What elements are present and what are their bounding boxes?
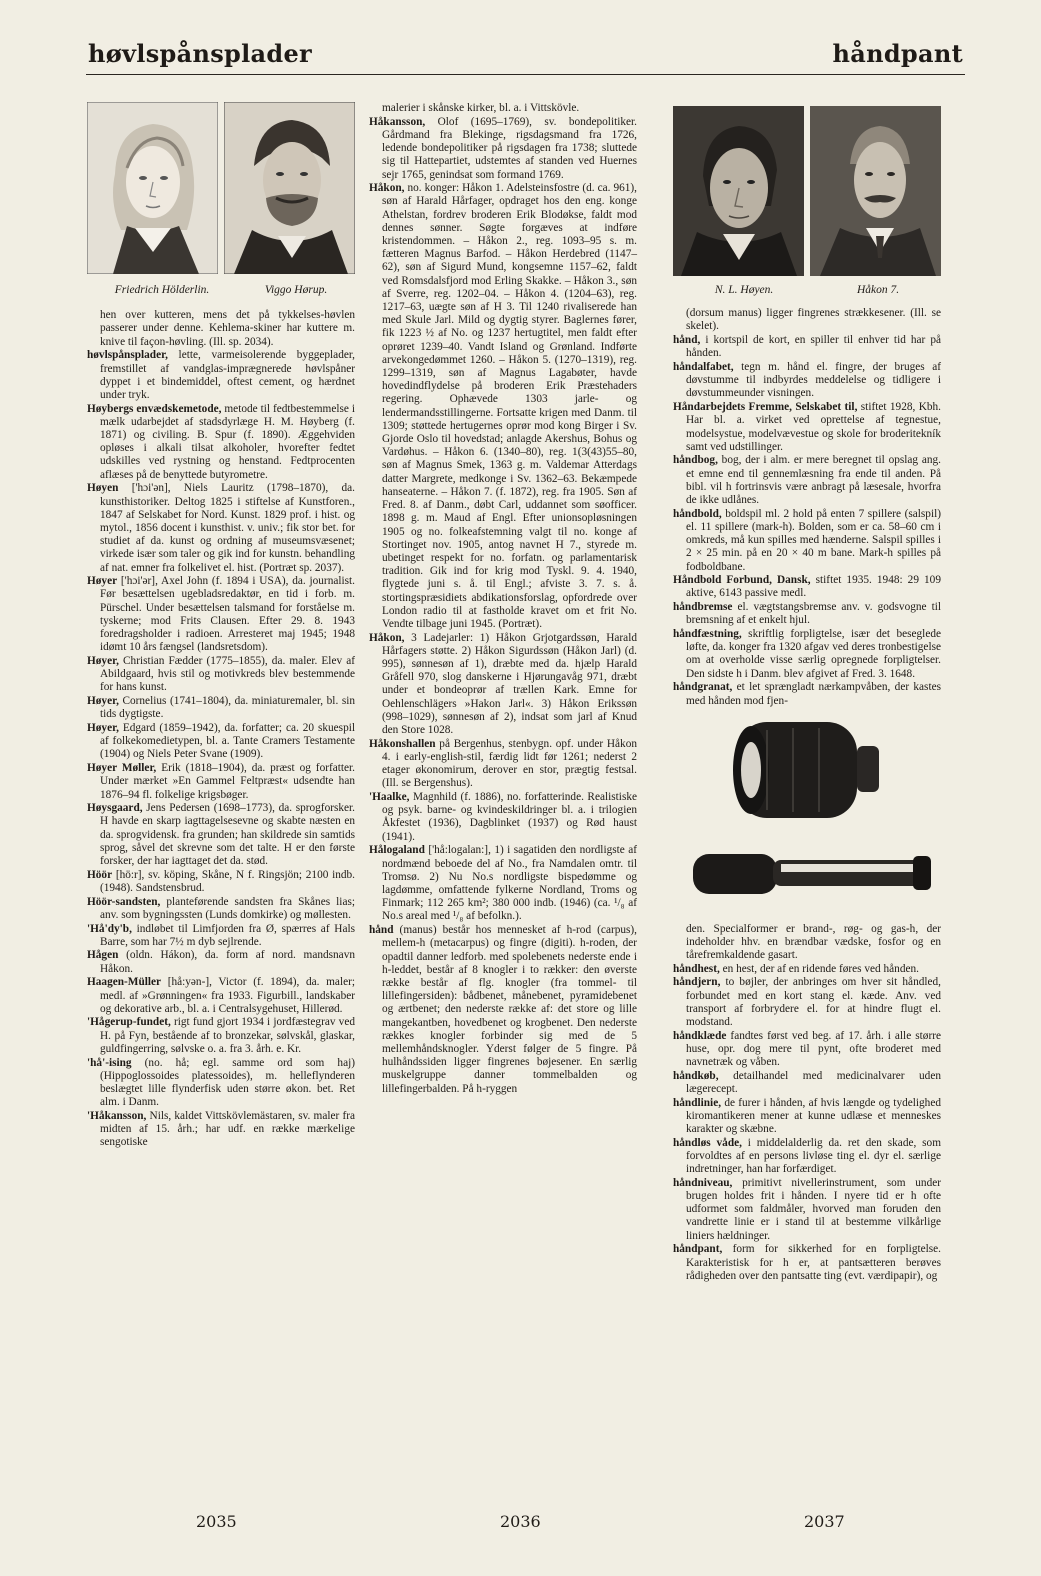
entry-text: i middelalderlig da. ret den skade, som forvoldtes af en persons livløse ting el. dyr el. særlige indretninger, han har forfærdiget.: [686, 1136, 941, 1176]
entry-headword: Håndarbejdets Fremme, Selskabet til,: [673, 401, 858, 414]
entry-text: tegn m. hånd el. fingre, der bruges af døvstumme til indbyrdes meddelelse og tidligere i døvstummeunder visningen.: [686, 361, 941, 400]
entry-headword: håndniveau,: [673, 1176, 733, 1189]
dictionary-entry: [369, 632, 637, 738]
entry-text: bog, der i alm. er mere beregnet til opslag ang. et emne end til gennemlæsning fra ende til anden. På bibl. vil h fortrinsvis være anbragt på læsesale, hvorfra de ikke udlånes.: [686, 454, 941, 507]
entry-text: de furer i hånden, af hvis længde og tydelighed kiromantikeren mener at kunne udlæse et menneskes karakter og skæbne.: [686, 1096, 941, 1136]
entry-text: no. konger: Håkon 1. Adelsteinsfostre (d. ca. 961), søn af Harald Hårfager, opdraget hos den eng. konge Athelstan, fordrev broderen Erik Blodøkse, faldt mod dennes sønner. Søgte forgæves at indføre kristendommen. – Håkon 2., reg. 1093–95 s. m. fætteren Magnus Barfod. – Håkon Herdebred (1147–62), søn af Sigurd Mund, kongsemne 1157–62, faldt ved Romsdalsfjord mod Erling Skakke. – Håkon 3., søn af Sverre, reg. 1202–04. – Håkon 4. (1204–63), reg. 1217–63, uægte søn af H 3. Til 1240 rivaliserede han med Skule Jarl. Mild og dygtig styrer. Baglernes fører, fik 1223 ½ af No. og 1237 hertugtitel, men faldt efter oprøret 1239–40. Vandt Island og Grønland. Indførte arvekongedømmet 1260. – Håkon 5. (1270–1319), reg. 1299–1319, søn af Magnus Lagabøter, havde hovedindflydelse på broderen Erik Præstehaders regering. Ophævede 1303 jarle- og lendermandsstillingerne. Fortsatte krigen med Danm. til 1309; støttede hertugernes oprør mod kong Birger i Sv. Gjorde Oslo til hovedstad; anlagde Akershus, Bohus og Vardøhus. – Håkon 6. (1340–80), reg. 1(3(43)55–80, søn af Magnus Smek, 1363 g. m. Valdemar Atterdags datter Margrete, medkonge i Sv. 1362–63. Bekæmpede hanseaterne. – Håkon 7. (f. 1872), reg. fra 1905. Søn af Fred. 8. af Danm., døbt Carl, uddannet som søofficer. 1898 g. m. Maud af Engl. Efter unionsopløsningen 1905 og no. folkeafstemning valgt til no. konge af Stortinget nov. 1905, antog navnet H 7., styrede m. ubetinget respekt for no. forfatn. og parlamentarisk tradition. Gik ind for krig mod Tyskl. 9. 4. 1940, flygtede juni s. å. til Engl.; afviste 3. 7. s. å. stortingspræsidiets abdikationsforslag, opfordrede over London radio til at fastholde kravet om et frit No. Vendte tilbage juni 1945. (Portræt).: [382, 182, 637, 630]
entry-headword: hånd,: [673, 334, 701, 347]
portrait-pair-left: [87, 102, 355, 274]
caption-horup: Viggo Hørup.: [264, 284, 328, 296]
dictionary-entry: [673, 1137, 941, 1177]
entry-headword: Håkon,: [369, 182, 405, 195]
portrait-captions-right: [673, 284, 941, 297]
entry-headword: Håkon,: [369, 631, 405, 644]
holderlin-portrait: [87, 102, 218, 274]
dictionary-entry: [87, 722, 355, 762]
dictionary-entry: [673, 1070, 941, 1096]
entry-text: rigt fund gjort 1934 i jordfæstegrav ved H. på Fyn, bestående af to bronzekar, sølvskål, glaskar, guldfingerring, sølvske o. a. fra 3. årh. e. Kr.: [100, 1016, 355, 1055]
entry-headword: Haagen-Müller: [87, 976, 162, 989]
entry-headword: håndbog,: [673, 454, 718, 467]
entry-text: Olof (1695–1769), sv. bondepolitiker. Gårdmand fra Blekinge, rigsdagsmand fra 1726, ledende bondepolitiker på rigsdagen fra 1738; sluttede sig til Hattepartiet, udstemtes af standen ved Huernes sejr 1765, genindsat som formand 1769.: [382, 115, 637, 181]
dictionary-entry: [87, 802, 355, 868]
entry-headword: Höör-sandsten,: [87, 895, 161, 908]
entries-column-3: [673, 307, 941, 708]
column-left: [87, 102, 355, 1150]
entry-text: Nils, kaldet Vittskövlemästaren, sv. maler fra midten af 15. årh.; har udf. en række mærkelige sengotiske: [100, 1109, 355, 1149]
entry-headword: håndgranat,: [673, 681, 733, 694]
dictionary-entry: [87, 575, 355, 654]
entry-headword: Höör: [87, 868, 113, 881]
entry-text: ['hɔi'ər], Axel John (f. 1894 i USA), da. journalist. Før besættelsen ugebladsredaktør, en tid i forb. m. Pürschel. Under besættelsen talsmand for forståelse m. tyskerne; mod Frits Clausen. Efter 29. 8. 1943 foredragsholder i radioen. Arresteret maj 1945; 1948 idømt 10 års fængsel (landsretsdom).: [100, 575, 355, 654]
entry-headword: Høyer Møller,: [87, 762, 157, 775]
dictionary-entry: [87, 1057, 355, 1110]
dictionary-entry: [673, 923, 941, 963]
dictionary-entry: [673, 401, 941, 454]
dictionary-entry: [87, 403, 355, 482]
page-number-right: 2037: [804, 1512, 845, 1531]
page-number-middle: 2036: [500, 1512, 541, 1531]
dictionary-entry: [673, 574, 941, 600]
entry-headword: Hågen: [87, 949, 119, 962]
dictionary-entry: [673, 1030, 941, 1070]
entry-text: detailhandel med medicinalvarer uden lægerecept.: [686, 1069, 941, 1095]
dictionary-entry: [87, 1110, 355, 1150]
entry-headword: Høyer,: [87, 654, 119, 667]
entry-text: Jens Pedersen (1698–1773), da. sprogforsker. H havde en skarp iagttagelsesevne og skabte næsten en da. sprogvidensk. fra grunden; han skildrede sin samtids sprog, såvel det skrevne som det talte. H er den første forsker, der har iagttaget det da. stød.: [100, 802, 355, 868]
entry-text: en hest, der af en ridende føres ved hånden.: [719, 962, 919, 975]
dictionary-entry: [87, 976, 355, 1016]
entry-text: metode til fedtbestemmelse i mælk udarbejdet af stadsdyrlæge H. M. Høyberg (f. 1871) og civiling. B. Spur (f. 1890). Æggehviden opløses i alkali tilsat alkoholer, hvorefter fedtet udskilles ved rystning og henstand. Fedtprocenten aflæses på de benyttede butyrometre.: [100, 402, 355, 481]
entry-headword: håndhest,: [673, 962, 720, 975]
dictionary-entry: [369, 844, 637, 923]
entry-text: form for sikkerhed for en forpligtelse. Karakteristisk for h er, at pantsætteren berøves rådigheden over den pantsatte ting (evt. værdipapir), og: [686, 1243, 941, 1282]
entry-headword: Høyer,: [87, 722, 119, 734]
page-number-left: 2035: [196, 1512, 237, 1531]
entry-headword: håndjern,: [673, 976, 721, 989]
dictionary-entry: [87, 655, 355, 695]
entry-text: to bøjler, der anbringes om hver sit håndled, forbundet med en kort stang el. kæde. Anv. ved transport af forbrydere el. for at hindre flugt el. modstand.: [686, 976, 941, 1028]
dictionary-entry: [673, 681, 941, 707]
dictionary-entry: [369, 102, 637, 115]
entry-headword: høvlspånsplader,: [87, 349, 168, 362]
dictionary-entry: [87, 949, 355, 975]
portrait-captions-left: [87, 284, 355, 297]
dictionary-entry: [673, 963, 941, 976]
entry-headword: Hålogaland: [369, 844, 425, 857]
entry-text: stiftet 1935. 1948: 29 109 aktive, 6143 passive medl.: [686, 574, 941, 600]
entry-headword: Høyen: [87, 482, 119, 495]
dictionary-entry: [673, 976, 941, 1029]
dictionary-entry: [369, 116, 637, 182]
entry-headword: Høyer,: [87, 695, 119, 708]
dictionary-entry: [673, 334, 941, 360]
dictionary-entry: [87, 482, 355, 574]
dictionary-entry: [87, 1016, 355, 1056]
column-middle: [369, 102, 637, 1096]
dictionary-entry: [87, 309, 355, 349]
entry-headword: håndalfabet,: [673, 361, 734, 374]
entry-text: malerier i skånske kirker, bl. a. i Vittskövle.: [382, 102, 580, 114]
entry-text: (manus) består hos mennesket af h-rod (carpus), mellem-h (metacarpus) og fingre (digiti). h-roden, der opadtil danner ledforb. med spolebenets nederste ende i h-leddet, består af 8 knogler i to rækker: den øverste række består af flg. knogler (fra tommel- til lillefingersiden): bådbenet, månebenet, pyramidebenet og ærtbenet; den nederste række af: det store og lille mangekantben, hovedbenet og krogbenet. Den nederste rækkes knogler forbinder sig med de 5 mellemhåndsknogler. Yderst følger de 5 fingre. På hulhåndssiden ligger fingrenes bøjesener. En særlig muskelgruppe danner tommelbalden og lillefingerbalden. På h-ryggen: [382, 924, 637, 1095]
dictionary-entry: [87, 349, 355, 402]
entry-headword: håndpant,: [673, 1243, 723, 1256]
entry-text: Edgard (1859–1942), da. forfatter; ca. 20 skuespil af folkekomedietypen, bl. a. Tante Cramers Testamente (1904) og Niels Peter Svane (1909).: [100, 722, 355, 761]
page-header: [86, 38, 965, 75]
entry-text: skriftlig forpligtelse, især det beseglede løfte, da. konger fra 1320 afgav ved deres tronbestigelse om at overholde visse særlig opregnede forpligtelser. Den sidste h i Danm. blev afgivet af Fred. 3. 1648.: [686, 628, 941, 680]
caption-holderlin: Friedrich Hölderlin.: [114, 284, 210, 296]
dictionary-entry: [673, 454, 941, 507]
hakon7-portrait: [810, 106, 941, 276]
dictionary-entry: [673, 628, 941, 681]
entries-column-1: [87, 309, 355, 1149]
dictionary-entry: [87, 896, 355, 922]
entry-headword: håndklæde: [673, 1029, 727, 1042]
header-left-word: høvlspånsplader: [88, 39, 312, 68]
entry-text: (oldn. Hákon), da. form af nord. mandsnavn Håkon.: [100, 949, 355, 975]
caption-hoyen: N. L. Høyen.: [714, 284, 774, 296]
entry-headword: håndfæstning,: [673, 628, 742, 641]
entry-text: Erik (1818–1904), da. præst og forfatter. Under mærket »En Gammel Feltpræst« udsendte han 1876–94 fl. folkelige krigsbøger.: [100, 762, 356, 801]
dictionary-entry: [369, 738, 637, 791]
portrait-pair-right: [673, 106, 941, 276]
entry-headword: 'hå'-ising: [87, 1056, 132, 1069]
hoyen-portrait: [673, 106, 804, 276]
entry-text: planteførende sandsten fra Skånes lias; anv. som bygningssten (Lunds domkirke) og møllesten.: [100, 895, 355, 921]
entry-text: [hö:r], sv. köping, Skåne, N f. Ringsjön; 2100 indb. (1948). Sandstensbrud.: [100, 868, 355, 894]
entry-headword: håndlinie,: [673, 1096, 722, 1109]
entry-text: den. Specialformer er brand-, røg- og gas-h, der indeholder hhv. en brændbar vædske, fosfor og en tårefremkaldende gasart.: [686, 922, 941, 961]
entry-text: hen over kutteren, mens det på tykkelses-høvlen passerer under denne. Kehlema-skiner har kuttere m. knive til façon-høvling. (Ill. sp. 2034).: [100, 309, 355, 348]
entry-headword: 'Hå'dy'b,: [87, 922, 132, 935]
entry-text: stiftet 1928, Kbh. Har bl. a. virket ved oprettelse af tegnestue, modelsystue, modelvævestue og skole for broderitekník samt ved udstillinger.: [686, 401, 941, 453]
column-right: [673, 102, 941, 1283]
dictionary-entry: [673, 307, 941, 333]
header-right-word: håndpant: [832, 39, 963, 68]
entry-headword: Håkansson,: [369, 115, 426, 128]
horup-portrait: [224, 102, 355, 274]
caption-hakon7: Håkon 7.: [856, 284, 900, 296]
entry-text: boldspil ml. 2 hold på enten 7 spillere (salspil) el. 11 spillere (mark-h). Bolden, som er ca. 58–60 cm i omkreds, må kun spilles med hænderne. Salspil spilles i 2 × 25 min. på en 20 × 40 m bane. Mark-h spilles på fodboldbane.: [686, 507, 941, 573]
entry-headword: Håndbold Forbund, Dansk,: [673, 574, 811, 587]
entry-text: på Bergenhus, stenbygn. opf. under Håkon 4. i early-english-stil, færdig lidt før 1261; nederst 2 etager økonomirum, derover en stor, prægtig festsal. (Ill. se Bergenshus).: [382, 737, 637, 790]
hand-grenade-illustration: [673, 710, 941, 910]
entry-headword: hånd: [369, 924, 394, 937]
entry-headword: håndbold,: [673, 507, 722, 520]
entry-headword: 'Hågerup-fundet,: [87, 1016, 171, 1029]
entry-headword: Høybergs envædskemetode,: [87, 402, 222, 415]
dictionary-entry: [87, 762, 355, 802]
dictionary-entry: [87, 869, 355, 895]
entry-headword: Høysgaard,: [87, 802, 143, 815]
entry-text: 3 Ladejarler: 1) Håkon Grjotgardssøn, Harald Hårfagers støtte. 2) Håkon Sigurdssøn (Håkon Jarl) (d. 995), sønnesøn af 1), dræbte med da. hjælp Harald Gråfell 970, slog danskerne i Hjørungavåg 971, dræbt under et bondeoprør af trællen Kark. Emne for Oehlenschlägers »Hakon Jarl«. 3) Håkon Erikssøn (998–1029), sønnesøn af 2), indsat som jarl af Knud den Store 1028.: [382, 631, 637, 737]
entry-headword: håndkøb,: [673, 1069, 719, 1082]
dictionary-entry: [673, 361, 941, 401]
entry-text: Cornelius (1741–1804), da. miniaturemaler, bl. sin tids dygtigste.: [100, 695, 355, 721]
entry-text: et let sprængladt nærkampvåben, der kastes med hånden mod fjen-: [686, 681, 941, 707]
dictionary-entry: [673, 1177, 941, 1243]
entry-headword: 'Haalke,: [369, 791, 410, 804]
entry-headword: 'Håkansson,: [87, 1109, 147, 1122]
entry-text: i kortspil de kort, en spiller til enhver tid har på hånden.: [686, 334, 941, 360]
entry-text: Magnhild (f. 1886), no. forfatterinde. Realistiske og psyk. barne- og kvindeskildringer bl. a. i trilogien Åkfestet (1936), Dagblinket (1937) og Rød haust (1941).: [382, 791, 637, 843]
entry-headword: Håkonshallen: [369, 737, 436, 750]
entry-text: lette, varmeisolerende byggeplader, fremstillet af vandglas-imprægnerede høvlspåner dyppet i et bindemiddel, oftest cement, og hærdnet under tryk.: [100, 349, 355, 401]
entry-text: [hå:yən-], Victor (f. 1894), da. maler; medl. af »Grønningen« fra 1933. Figurbill., landskaber og dekorative arb., bl. a. i Centralsygehuset, Hillerød.: [100, 976, 355, 1015]
dictionary-entry: [673, 1243, 941, 1283]
entry-headword: Høyer: [87, 575, 118, 588]
dictionary-entry: [87, 923, 355, 949]
entry-text: Christian Fædder (1775–1855), da. maler. Elev af Abildgaard, hvis stil og motivkreds blev bestemmende for hans kunst.: [100, 654, 355, 694]
entry-text: ['hɔi'ən], Niels Lauritz (1798–1870), da. kunsthistoriker. Deltog 1825 i stiftelse af Kunstforen., 1847 af Selskabet for Nord. Kunst. 1829 prof. i hist. og mytol., 1856 docent i kunsthist. v. univ.; fik stor bet. for studiet af da. kunst og ordning af museumsvæsenet; virkede især som taler og gik ind for kunstn. behandling af nat. emner fra folkelivet el. hist. (Portræt sp. 2037).: [100, 482, 355, 574]
entry-text: (dorsum manus) ligger fingrenes strækkesener. (Ill. se skelet).: [686, 307, 941, 333]
dictionary-entry: [87, 695, 355, 721]
dictionary-entry: [673, 1097, 941, 1137]
entry-headword: håndløs våde,: [673, 1136, 742, 1149]
dictionary-entry: [673, 508, 941, 574]
entry-text: (no. hå; egl. samme ord som haj) (Hippoglossoides platessoides), m. helleflynderen beslægtet lille flynderfisk uden større økon. bet. Ret alm. i Danm.: [100, 1056, 355, 1109]
dictionary-entry: [369, 924, 637, 1096]
entries-column-3-continued: [673, 923, 941, 1283]
entry-text: primitivt nivellerinstrument, som under brugen holdes frit i hånden. I nyere tid er h ofte udformet som faldmåler, hvorved man foruden den vandrette linie er i stand til at bestemme vilkårlige liniers hældninger.: [686, 1176, 941, 1242]
entries-column-2: [369, 102, 637, 1096]
dictionary-entry: [369, 182, 637, 631]
entry-text: indløbet til Limfjorden fra Ø, spærres af Hals Barre, som har 7½ m dyb sejlrende.: [100, 922, 355, 948]
dictionary-entry: [369, 791, 637, 844]
dictionary-entry: [673, 601, 941, 627]
entry-text: fandtes først ved beg. af 17. årh. i alle større huse, opr. dog mere til pynt, ofte broderet med navnetræk og våben.: [686, 1029, 941, 1069]
entry-headword: håndbremse: [673, 601, 733, 614]
entry-text: ['hå:logalan:], 1) i sagatiden den nordligste af nordmænd beboede del af No., fra Namdalen omtr. til Tromsø. 2) Nu No.s nordligste bispedømme og lagdømme, omfattende fylkerne Nordland, Troms og Finmark; 112 265 km²; 380 000 indb. (1946) (ca. ¹/₈ af No.s areal med ¹/₈ af befolkn.).: [382, 844, 637, 923]
entry-text: el. vægtstangsbremse anv. v. godsvogne til bremsning af et enkelt hjul.: [686, 601, 941, 627]
